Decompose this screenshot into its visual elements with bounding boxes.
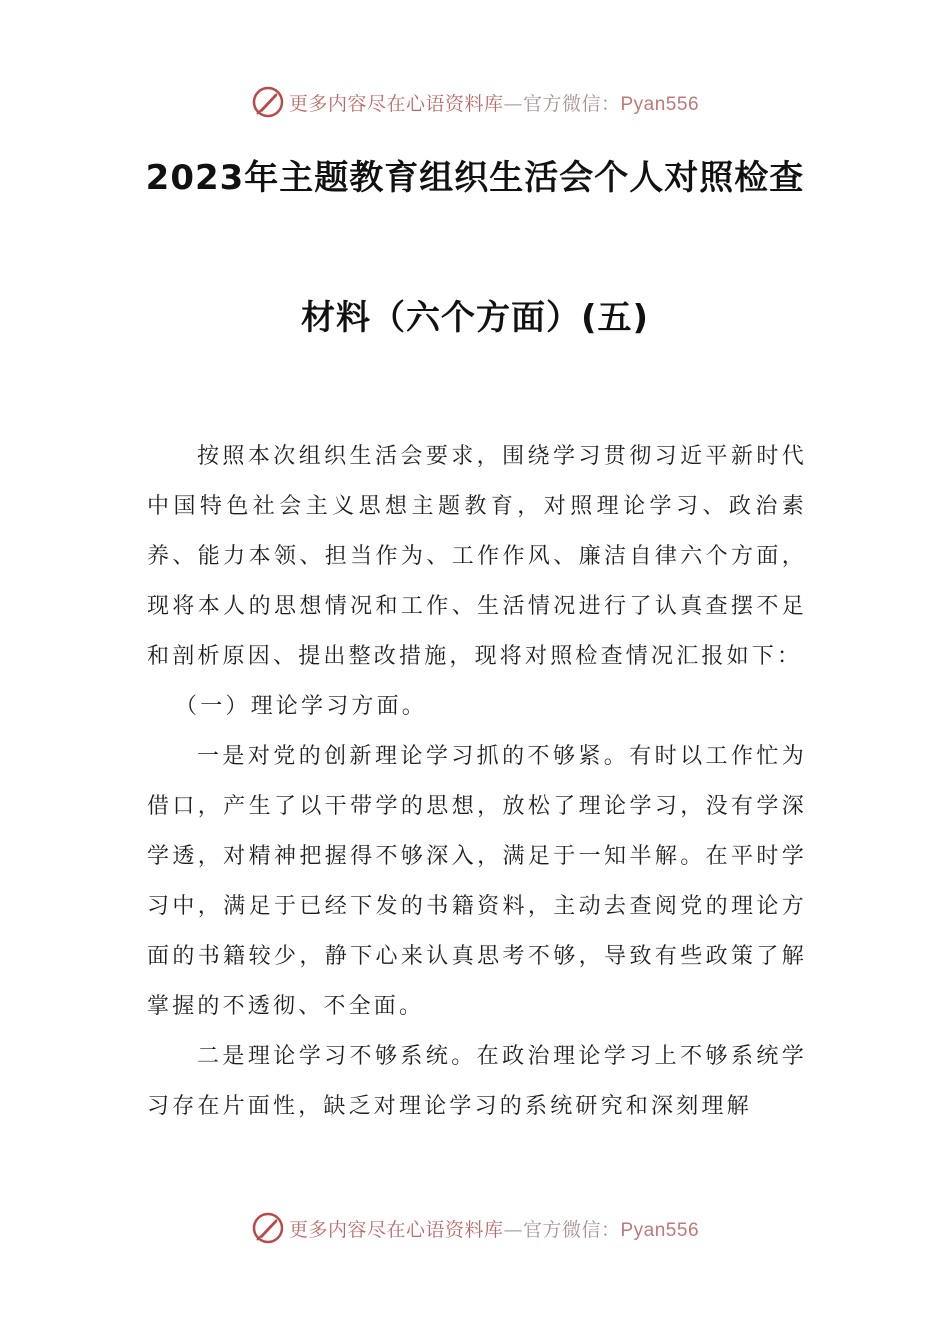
- watermark-separator: —: [503, 92, 523, 115]
- quill-logo-icon: [251, 85, 285, 119]
- header-watermark: [0, 82, 950, 122]
- intro-paragraph: 按照本次组织生活会要求，围绕学习贯彻习近平新时代中国特色社会主义思想主题教育，对照理论学习、政治素养、能力本领、担当作为、工作作风、廉洁自律六个方面，现将本人的思想情况和工作、生活情况进行了认真查摆不足和剖析原因、提出整改措施，现将对照检查情况汇报如下：: [147, 444, 807, 669]
- section-heading: （一）理论学习方面。: [175, 694, 428, 719]
- watermark-separator: —: [503, 1218, 523, 1241]
- watermark-text: [289, 1215, 699, 1242]
- point-one-paragraph: 一是对党的创新理论学习抓的不够紧。有时以工作忙为借口，产生了以干带学的思想，放松了理论学习，没有学深学透，对精神把握得不够深入，满足于一知半解。在平时学习中，满足于已经下发的书籍资料，主动去查阅党的理论方面的书籍较少，静下心来认真思考不够，导致有些政策了解掌握的不透彻、不全面。: [147, 744, 807, 1019]
- watermark-brand: 更多内容尽在心语资料库: [288, 1218, 504, 1241]
- watermark-text: [289, 89, 699, 116]
- watermark-wechat-id: Pyan556: [620, 1219, 700, 1241]
- watermark-wechat-id: Pyan556: [620, 93, 700, 115]
- watermark-label: 官方微信：: [522, 92, 621, 115]
- watermark-brand: 更多内容尽在心语资料库: [288, 92, 504, 115]
- point-two-paragraph: 二是理论学习不够系统。在政治理论学习上不够系统学习存在片面性，缺乏对理论学习的系统研究和深刻理解: [147, 1044, 807, 1119]
- footer-watermark: [0, 1208, 950, 1248]
- quill-logo-icon: [251, 1211, 285, 1245]
- document-title-line-1: 2023年主题教育组织生活会个人对照检查: [145, 158, 805, 198]
- document-body: [147, 432, 807, 1132]
- watermark-label: 官方微信：: [522, 1218, 621, 1241]
- document-title-line-2: 材料（六个方面）(五): [300, 298, 650, 338]
